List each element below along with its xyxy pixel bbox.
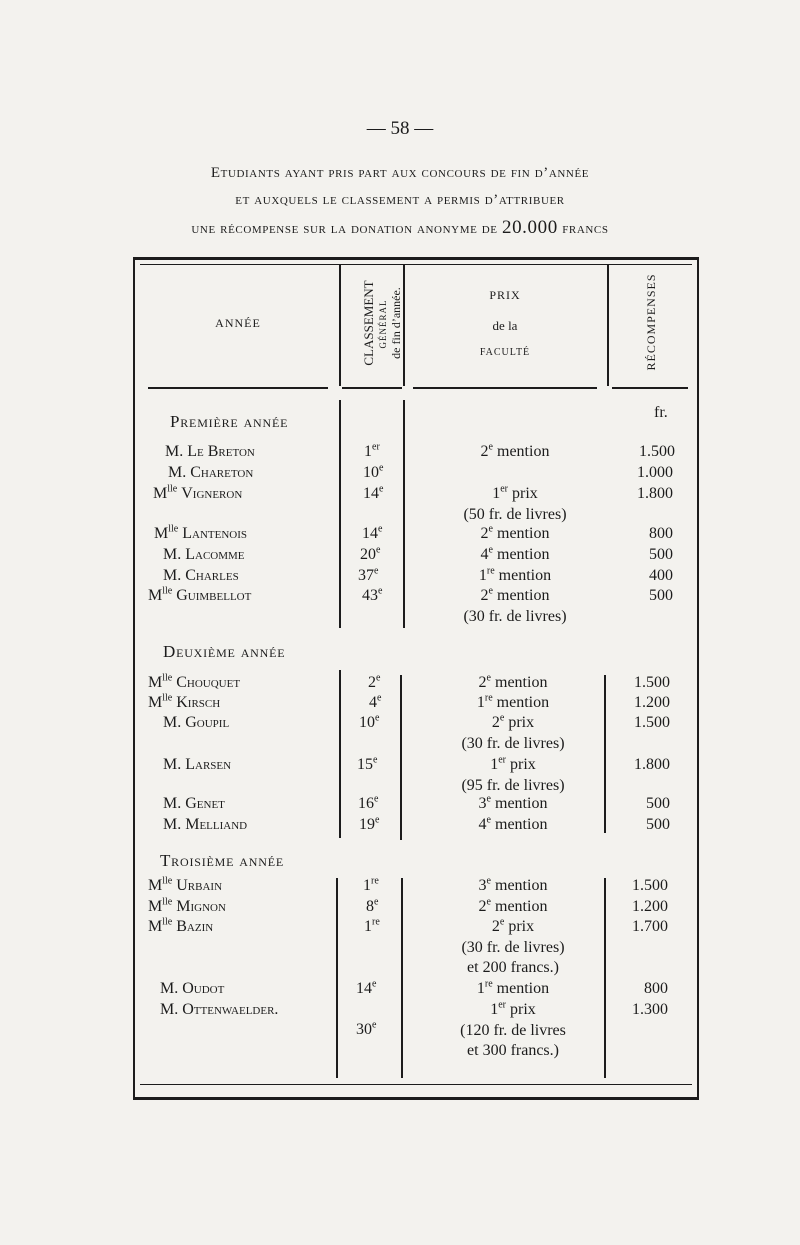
section-title-1: Première année [170,412,289,431]
header-rule-prix [413,387,597,389]
student-name [148,877,222,895]
rank: 14e [362,523,383,542]
student-name [148,674,240,692]
prize-line: (95 fr. de livres) [461,776,565,794]
divider-annee-classement [339,264,341,386]
rank: 14e [356,978,377,997]
reward-amount: 1.500 [639,443,675,460]
student-surname: Oudot [182,980,225,997]
col-header-prix-1: PRIX [489,288,521,302]
reward-amount: 1.500 [632,877,668,894]
divider-classement-prix [403,264,405,386]
student-surname: Urbain [176,877,223,894]
col-header-recompenses: RÉCOMPENSES [644,273,658,371]
rank: 1re [364,916,380,935]
student-surname: Melliand [185,816,248,833]
student-surname: Bazin [176,918,214,935]
rank: 10e [359,712,380,731]
student-name [148,587,251,605]
divider-prix-recompenses [607,264,609,386]
student-title: $M^{lle}$ [148,692,173,711]
prize-line: et 200 francs.) [467,959,559,976]
rank: 1er [364,441,380,460]
reward-amount: 1.700 [632,918,668,935]
student-name [163,546,245,564]
student-title: $M^{lle}$ [148,585,173,604]
student-title: $M^{lle}$ [153,483,178,502]
reward-amount: 1.000 [637,464,673,481]
reward-amount: 1.500 [634,674,670,691]
student-title: M. [163,714,182,731]
student-name [160,1001,278,1019]
reward-amount: 1.800 [637,485,673,502]
prize-line: 1er prix [492,483,538,502]
prize-line: (30 fr. de livres) [461,734,565,752]
prize-line: (30 fr. de livres) [463,607,567,625]
student-name [160,980,224,998]
title-line-2: et auxquels le classement a permis d’attribuer [235,192,565,208]
body-line-1a [339,400,341,628]
student-name [163,714,229,732]
student-surname: Kirsch [176,694,221,711]
student-title: $M^{lle}$ [148,916,173,935]
col-header-prix-2: de la [492,318,518,333]
student-title: M. [160,1001,179,1018]
prize-line: 1er prix [490,754,536,773]
reward-amount: 1.500 [634,714,670,731]
rank: 20e [360,544,381,563]
student-title: M. [163,756,182,773]
header-rule-annee [148,387,328,389]
student-title: $M^{lle}$ [148,896,173,915]
title-line-3 [0,217,800,239]
student-name [148,918,213,936]
student-surname: Le Breton [187,443,255,460]
student-surname: Chareton [190,464,254,481]
student-title: M. [160,980,179,997]
reward-amount: 1.800 [634,756,670,773]
student-title: M. [165,443,184,460]
prize-line: 2e mention [480,585,550,604]
prize-line: 1re mention [478,565,552,584]
title-line-1: Etudiants ayant pris part aux concours de fin d’année [210,165,590,181]
rank: 15e [357,754,378,773]
student-title: $M^{lle}$ [148,672,173,691]
section-title-3: Troisième année [160,851,284,870]
student-name [148,694,220,712]
table-top-rule [140,264,692,265]
student-surname: Charles [185,567,239,584]
prize-line: 2e mention [480,441,550,460]
title-amount: 20.000 [501,217,558,238]
table-bottom-rule [140,1084,692,1085]
student-name [168,464,253,482]
student-name [163,795,225,813]
student-title: M. [163,816,182,833]
student-surname: Larsen [185,756,232,773]
reward-amount: 500 [646,816,670,833]
prize-line: 4e mention [478,814,548,833]
rank: 1re [363,875,379,894]
student-surname: Lantenois [182,525,248,542]
student-title: M. [163,546,182,563]
student-title: $M^{lle}$ [154,523,179,542]
body-line-1c [336,878,338,1078]
student-title: M. [163,795,182,812]
col-header-classement-1: CLASSEMENT [361,280,376,366]
prize-line: 2e mention [478,672,548,691]
student-title: M. [168,464,187,481]
col-header-annee: ANNÉE [215,316,261,330]
student-name [163,816,247,834]
prize-line: 1er prix [490,999,536,1018]
student-surname: Lacomme [185,546,245,563]
student-surname: Ottenwaelder. [182,1001,279,1018]
reward-amount: 500 [649,546,673,563]
rank: 10e [363,462,384,481]
page-number: — 58 — [366,118,434,139]
prize-line: 4e mention [480,544,550,563]
student-surname: Mignon [176,898,226,915]
section-title-2: Deuxième année [163,642,286,661]
reward-amount: 800 [649,525,673,542]
student-name [148,898,226,916]
rank: 2e [368,672,381,691]
student-name [165,443,255,461]
rank: 14e [363,483,384,502]
prize-line: 3e mention [478,793,548,812]
reward-amount: 500 [649,587,673,604]
student-surname: Goupil [185,714,230,731]
prize-line: 3e mention [478,875,548,894]
reward-amount: 1.200 [632,898,668,915]
student-title: M. [163,567,182,584]
title-line-3-text: une récompense sur la donation anonyme de [191,221,498,237]
title-tail: francs [562,221,609,237]
prize-line: (50 fr. de livres) [463,505,567,523]
prize-line: 1re mention [476,978,550,997]
col-header-classement-2: GÉNÉRAL [378,299,388,349]
student-surname: Chouquet [176,674,241,691]
prize-line: 2e mention [480,523,550,542]
student-name [153,485,242,503]
prize-line: (120 fr. de livres [460,1021,566,1039]
col-header-classement-3: de fin d’année. [389,287,403,359]
header-rule-classement [342,387,402,389]
reward-amount: 800 [644,980,668,997]
rank: 30e [356,1019,377,1038]
rank: 19e [359,814,380,833]
rank: 37e [358,565,379,584]
prize-line: 2e prix [491,916,535,935]
student-name [163,567,239,585]
body-line-1b [339,670,341,838]
reward-amount: 400 [649,567,673,584]
reward-amount: 1.300 [632,1001,668,1018]
rank: 8e [366,896,379,915]
prize-line: 2e prix [491,712,535,731]
rank: 43e [362,585,383,604]
student-name [163,756,231,774]
student-surname: Guimbellot [176,587,252,604]
student-name [154,525,247,543]
rank: 4e [369,692,382,711]
reward-amount: 500 [646,795,670,812]
student-surname: Vigneron [181,485,243,502]
prize-line: 1re mention [476,692,550,711]
prize-line: et 300 francs.) [467,1042,559,1059]
reward-amount: 1.200 [634,694,670,711]
rank: 16e [358,793,379,812]
header-rule-recompenses [612,387,688,389]
student-title: $M^{lle}$ [148,875,173,894]
student-surname: Genet [185,795,225,812]
prize-line: 2e mention [478,896,548,915]
col-header-prix-3: FACULTÉ [479,347,531,358]
currency-label: fr. [654,404,668,421]
prize-line: (30 fr. de livres) [461,938,565,956]
